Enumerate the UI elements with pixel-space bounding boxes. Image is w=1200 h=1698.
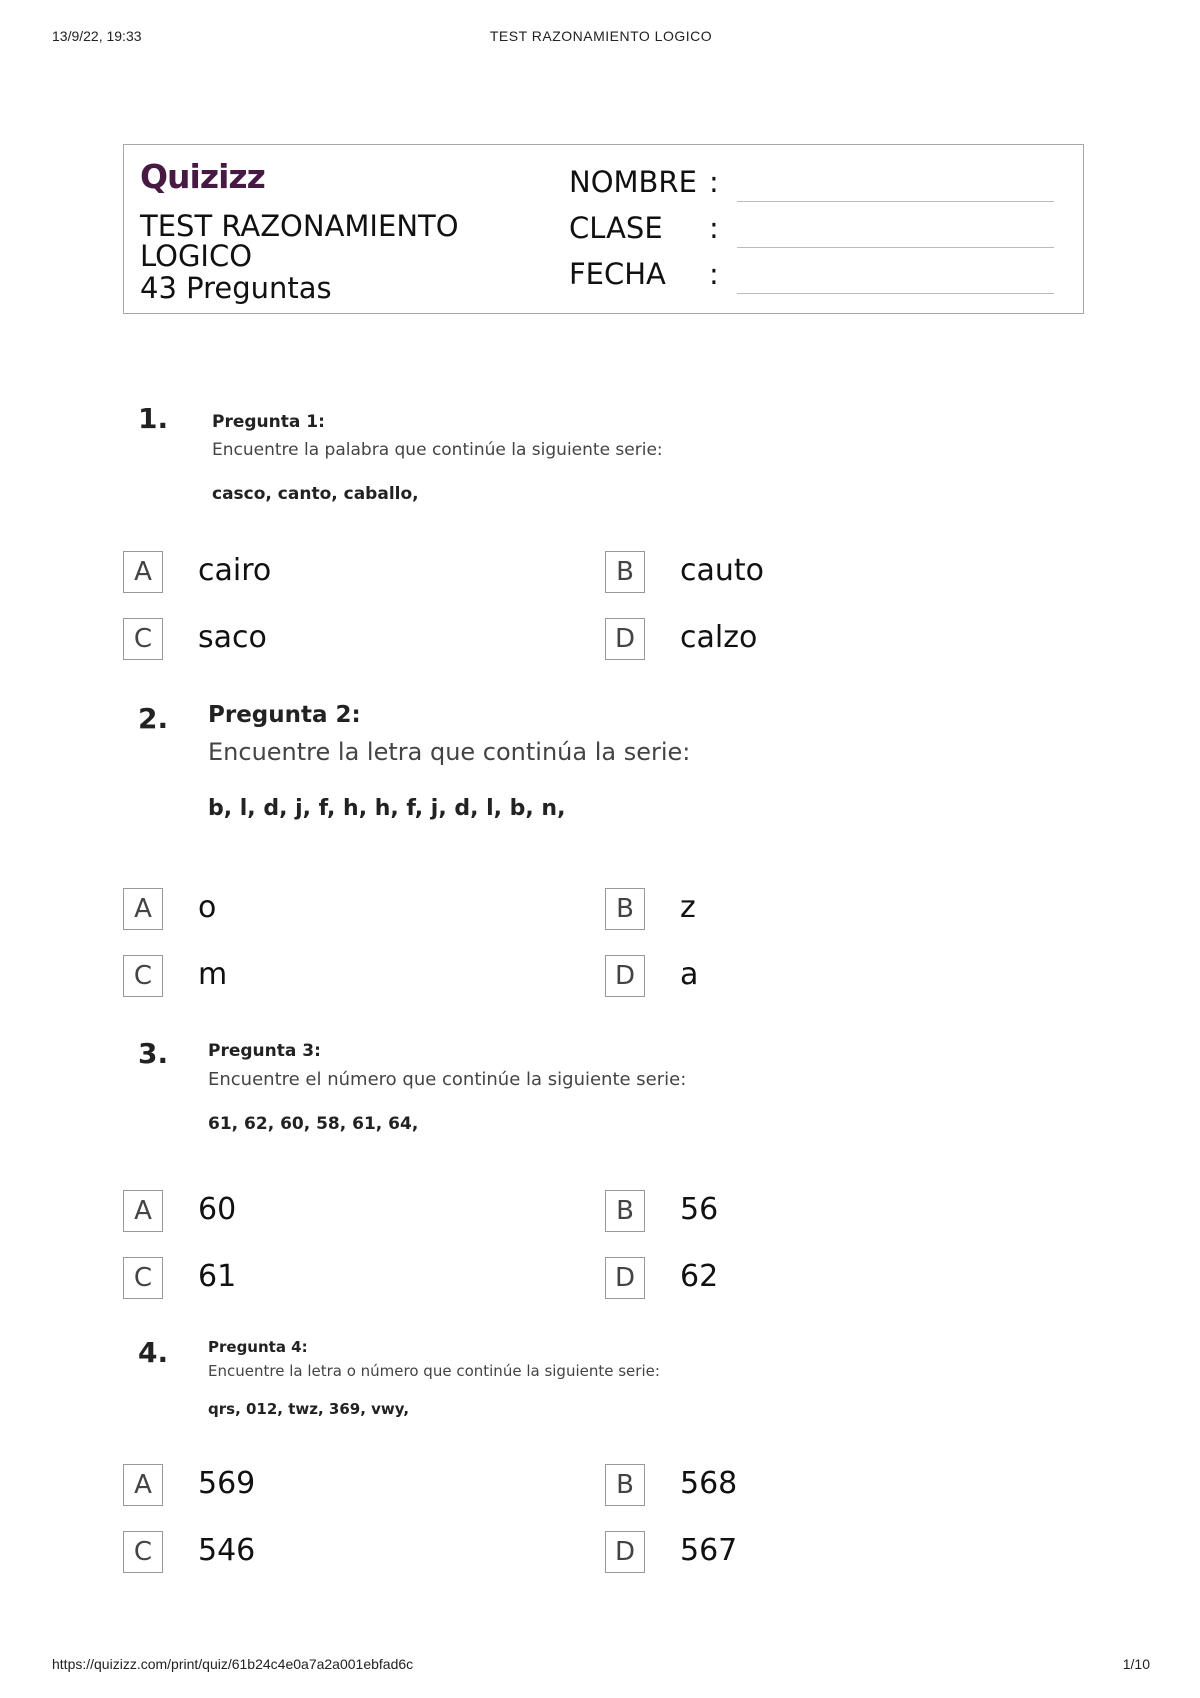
option-letter: D <box>605 955 645 997</box>
option-a[interactable] <box>123 888 543 934</box>
print-datetime: 13/9/22, 19:33 <box>52 28 142 44</box>
option-letter: B <box>605 1190 645 1232</box>
option-d[interactable] <box>605 1531 1025 1577</box>
option-a[interactable] <box>123 1464 543 1510</box>
nombre-field <box>569 165 1069 205</box>
quiz-header-box <box>123 144 1084 314</box>
question-heading: Pregunta 3: <box>208 1041 321 1061</box>
question-heading: Pregunta 2: <box>208 702 361 728</box>
option-text: 567 <box>680 1533 738 1568</box>
option-text: 62 <box>680 1259 719 1294</box>
option-text: saco <box>198 620 267 655</box>
option-letter: D <box>605 618 645 660</box>
option-a[interactable] <box>123 1190 543 1236</box>
question-number: 2. <box>138 702 169 735</box>
option-b[interactable] <box>605 888 1025 934</box>
field-label: NOMBRE <box>569 165 697 199</box>
question-number: 4. <box>138 1336 169 1369</box>
quizizz-logo: Quizizz <box>140 157 265 196</box>
option-text: 60 <box>198 1192 237 1227</box>
question-3 <box>138 1037 1088 1147</box>
option-letter: D <box>605 1531 645 1573</box>
option-letter: C <box>123 955 163 997</box>
question-body <box>208 1041 1058 1134</box>
option-letter: D <box>605 1257 645 1299</box>
option-d[interactable] <box>605 955 1025 1001</box>
question-body <box>212 412 1062 504</box>
option-b[interactable] <box>605 1190 1025 1236</box>
question-text: Encuentre la letra o número que continúe la siguiente serie: <box>208 1362 660 1380</box>
option-d[interactable] <box>605 618 1025 664</box>
option-letter: B <box>605 551 645 593</box>
question-series: b, l, d, j, f, h, h, f, j, d, l, b, n, <box>208 796 566 821</box>
option-text: cairo <box>198 553 272 588</box>
question-text: Encuentre la letra que continúa la serie: <box>208 738 691 766</box>
option-text: 546 <box>198 1533 256 1568</box>
option-a[interactable] <box>123 551 543 597</box>
question-2 <box>138 702 1088 842</box>
question-text: Encuentre la palabra que continúe la siguiente serie: <box>212 440 663 460</box>
quiz-title: TEST RAZONAMIENTO LOGICO <box>140 209 459 273</box>
option-text: cauto <box>680 553 765 588</box>
question-4 <box>138 1336 1088 1436</box>
field-blank-line <box>737 293 1054 294</box>
question-series: qrs, 012, twz, 369, vwy, <box>208 1400 410 1418</box>
option-text: 56 <box>680 1192 719 1227</box>
option-text: calzo <box>680 620 758 655</box>
question-text: Encuentre el número que continúe la siguiente serie: <box>208 1069 687 1090</box>
option-letter: C <box>123 618 163 660</box>
option-c[interactable] <box>123 1257 543 1303</box>
field-colon: : <box>709 257 719 291</box>
option-text: 568 <box>680 1466 738 1501</box>
option-text: a <box>680 957 699 992</box>
question-series: casco, canto, caballo, <box>212 484 419 504</box>
option-text: o <box>198 890 217 925</box>
clase-field <box>569 211 1069 251</box>
option-text: 569 <box>198 1466 256 1501</box>
question-body <box>208 702 1058 821</box>
option-text: 61 <box>198 1259 237 1294</box>
field-label: CLASE <box>569 211 663 245</box>
option-b[interactable] <box>605 551 1025 597</box>
option-b[interactable] <box>605 1464 1025 1510</box>
option-letter: A <box>123 888 163 930</box>
question-heading: Pregunta 1: <box>212 412 325 432</box>
question-1 <box>138 402 1088 522</box>
question-series: 61, 62, 60, 58, 61, 64, <box>208 1114 419 1134</box>
page-number: 1/10 <box>1122 1656 1150 1672</box>
question-heading: Pregunta 4: <box>208 1338 308 1356</box>
option-letter: C <box>123 1531 163 1573</box>
option-d[interactable] <box>605 1257 1025 1303</box>
field-blank-line <box>737 247 1054 248</box>
question-body <box>208 1338 1058 1418</box>
field-label: FECHA <box>569 257 666 291</box>
option-letter: B <box>605 1464 645 1506</box>
option-letter: A <box>123 551 163 593</box>
print-title: TEST RAZONAMIENTO LOGICO <box>489 28 713 44</box>
option-text: z <box>680 890 696 925</box>
option-letter: A <box>123 1190 163 1232</box>
option-letter: C <box>123 1257 163 1299</box>
print-url: https://quizizz.com/print/quiz/61b24c4e0a7a2a001ebfad6c <box>52 1656 414 1672</box>
field-blank-line <box>737 201 1054 202</box>
fecha-field <box>569 257 1069 297</box>
option-text: m <box>198 957 228 992</box>
field-colon: : <box>709 165 719 199</box>
option-c[interactable] <box>123 1531 543 1577</box>
question-count: 43 Preguntas <box>140 271 332 305</box>
option-letter: A <box>123 1464 163 1506</box>
field-colon: : <box>709 211 719 245</box>
option-c[interactable] <box>123 618 543 664</box>
option-c[interactable] <box>123 955 543 1001</box>
question-number: 3. <box>138 1037 169 1070</box>
question-number: 1. <box>138 402 169 435</box>
option-letter: B <box>605 888 645 930</box>
